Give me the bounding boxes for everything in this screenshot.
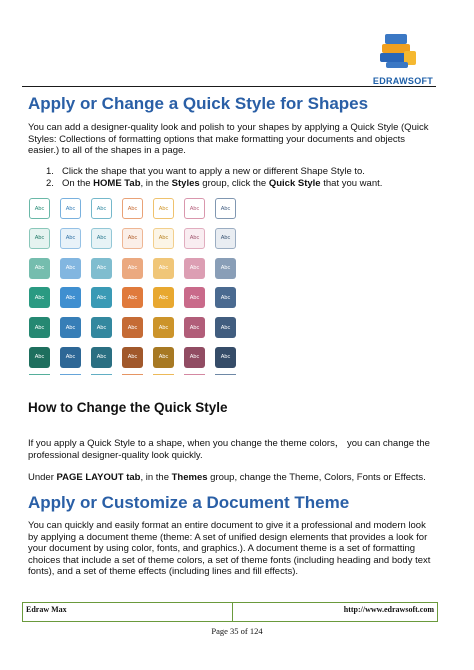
quick-style-swatch[interactable]: Abc [215, 258, 236, 279]
quick-style-swatch[interactable]: Abc [184, 287, 205, 308]
quick-style-swatch[interactable]: Abc [184, 198, 205, 219]
quick-style-line-swatch[interactable] [122, 374, 143, 375]
quick-style-line-swatch[interactable] [91, 374, 112, 375]
footer-website-link[interactable]: http://www.edrawsoft.com [343, 605, 434, 614]
quick-style-swatch[interactable]: Abc [153, 317, 174, 338]
intro-paragraph: You can add a designer-quality look and polish to your shapes by applying a Quick Style (Quick Styles: Collections of formatting options that make formatting your documents and objects easier.) to all of the shapes in a page. [28, 122, 429, 156]
quick-style-swatch[interactable]: Abc [122, 198, 143, 219]
quick-style-swatch[interactable]: Abc [29, 198, 50, 219]
quick-style-swatch[interactable]: Abc [153, 258, 174, 279]
quick-style-swatch[interactable]: Abc [122, 347, 143, 368]
quick-style-row [29, 347, 246, 369]
edrawsoft-logo-icon [368, 32, 438, 76]
quick-style-line-row [29, 374, 246, 375]
quick-style-swatch[interactable]: Abc [122, 258, 143, 279]
section-title-change-quick-style: How to Change the Quick Style [28, 400, 228, 415]
themes-instruction-paragraph [28, 472, 438, 484]
quick-style-swatch[interactable]: Abc [91, 258, 112, 279]
section-title-quick-style: Apply or Change a Quick Style for Shapes [28, 94, 369, 113]
step-text-segment: Styles [171, 177, 200, 189]
quick-style-line-swatch[interactable] [153, 374, 174, 375]
quick-style-row [29, 287, 246, 309]
quick-style-line-swatch[interactable] [215, 374, 236, 375]
quick-style-swatch[interactable]: Abc [60, 347, 81, 368]
themes-instruction-segment: group, change the Theme, Colors, Fonts or Effects. [207, 472, 426, 483]
quick-style-swatch[interactable]: Abc [215, 228, 236, 249]
quick-style-swatch[interactable]: Abc [184, 258, 205, 279]
quick-style-swatch[interactable]: Abc [153, 228, 174, 249]
themes-instruction-segment: PAGE LAYOUT tab [56, 472, 141, 483]
quick-style-row [29, 198, 246, 220]
quick-style-swatch[interactable]: Abc [153, 198, 174, 219]
quick-style-swatch[interactable]: Abc [153, 347, 174, 368]
quick-style-swatch[interactable]: Abc [60, 258, 81, 279]
quick-style-swatch[interactable]: Abc [215, 287, 236, 308]
step-text-segment: , in the [140, 177, 172, 189]
quick-style-swatch[interactable]: Abc [29, 258, 50, 279]
quick-style-gallery [29, 198, 246, 375]
step-number: 2. [46, 177, 54, 189]
quick-style-swatch[interactable]: Abc [29, 317, 50, 338]
quick-style-line-swatch[interactable] [29, 374, 50, 375]
logo-text: EDRAWSOFT [372, 76, 434, 86]
quick-style-swatch[interactable]: Abc [29, 347, 50, 368]
quick-style-swatch[interactable]: Abc [184, 317, 205, 338]
quick-style-swatch[interactable]: Abc [184, 347, 205, 368]
quick-style-swatch[interactable]: Abc [215, 347, 236, 368]
themes-instruction-segment: , in the [140, 472, 172, 483]
change-paragraph: If you apply a Quick Style to a shape, when you change the theme colors， you can change the professional designer-quality look quickly. [28, 438, 430, 461]
quick-style-swatch[interactable]: Abc [91, 317, 112, 338]
themes-instruction-segment: Themes [171, 472, 208, 483]
step-text-segment: that you want. [320, 177, 383, 189]
quick-style-swatch[interactable]: Abc [122, 228, 143, 249]
quick-style-swatch[interactable]: Abc [153, 287, 174, 308]
quick-style-swatch[interactable]: Abc [215, 198, 236, 219]
quick-style-swatch[interactable]: Abc [122, 317, 143, 338]
step-text-segment: Click the shape that you want to apply a new or different Shape Style to. [62, 166, 365, 177]
quick-style-row [29, 258, 246, 280]
quick-style-swatch[interactable]: Abc [91, 228, 112, 249]
step-number: 1. [46, 166, 54, 177]
steps-list [46, 166, 382, 189]
footer-product-name: Edraw Max [23, 603, 233, 621]
quick-style-swatch[interactable]: Abc [60, 198, 81, 219]
step-text-segment: On the [62, 177, 94, 189]
theme-paragraph: You can quickly and easily format an entire document to give it a professional and modern look by applying a document theme (theme: A set of unified design elements that provides a look for your document by using color, fonts, and graphics.). A document theme is a set of formatting choices that include a set of theme colors, a set of theme fonts (including heading and body text fonts), and a set of theme effects (including lines and fill effects). [28, 520, 431, 577]
quick-style-line-swatch[interactable] [184, 374, 205, 375]
quick-style-swatch[interactable]: Abc [91, 287, 112, 308]
quick-style-row [29, 228, 246, 250]
quick-style-swatch[interactable]: Abc [184, 228, 205, 249]
quick-style-swatch[interactable]: Abc [215, 317, 236, 338]
page-footer [22, 602, 438, 622]
step-text-segment: Quick Style [268, 177, 321, 189]
quick-style-swatch[interactable]: Abc [60, 228, 81, 249]
quick-style-swatch[interactable]: Abc [91, 347, 112, 368]
themes-instruction-segment: Under [28, 472, 57, 483]
step-text-segment: HOME Tab [93, 177, 141, 189]
quick-style-swatch[interactable]: Abc [122, 287, 143, 308]
quick-style-swatch[interactable]: Abc [60, 317, 81, 338]
step-text-segment: group, click the [199, 177, 269, 189]
page-number: Page 35 of 124 [211, 626, 263, 636]
header-divider [22, 86, 436, 87]
quick-style-line-swatch[interactable] [60, 374, 81, 375]
quick-style-swatch[interactable]: Abc [60, 287, 81, 308]
step-item [46, 166, 382, 178]
step-item [46, 178, 382, 190]
section-title-document-theme: Apply or Customize a Document Theme [28, 493, 350, 512]
quick-style-swatch[interactable]: Abc [29, 228, 50, 249]
quick-style-swatch[interactable]: Abc [91, 198, 112, 219]
quick-style-swatch[interactable]: Abc [29, 287, 50, 308]
quick-style-row [29, 317, 246, 339]
